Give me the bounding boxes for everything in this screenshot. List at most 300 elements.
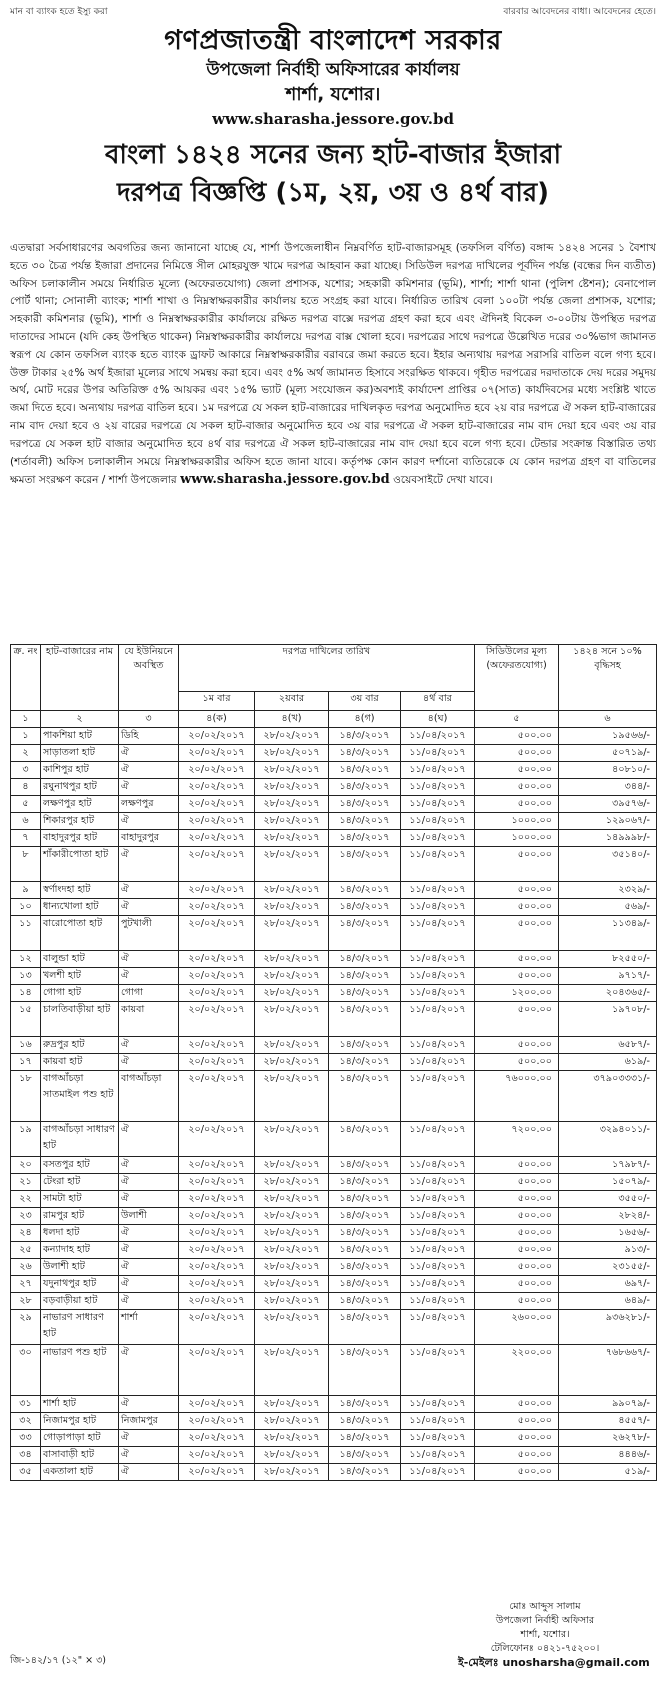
date-round-2-cell: ২৮/০২/২০১৭: [255, 1174, 329, 1191]
date-round-2-cell: ২৮/০২/২০১৭: [255, 1345, 329, 1396]
date-round-1-cell: ২০/০২/২০১৭: [179, 847, 255, 882]
union-cell: ঐ: [119, 847, 179, 882]
value-cell: ২৮২৪/-: [559, 1208, 657, 1225]
union-cell: বাগআঁচড়া: [119, 1071, 179, 1122]
header-round-2: ২য়বার: [255, 692, 329, 711]
schedule-price-cell: ৫০০.০০: [475, 847, 559, 882]
date-round-2-cell: ২৮/০২/২০১৭: [255, 985, 329, 1002]
schedule-price-cell: ৫০০.০০: [475, 796, 559, 813]
value-cell: ১৯৫৬৬/-: [559, 728, 657, 745]
market-name-cell: চালতিবাড়ীয়া হাট: [41, 1002, 119, 1037]
date-round-3-cell: ১৪/৩/২০১৭: [329, 1464, 401, 1481]
value-cell: ৪৪৪৬/-: [559, 1447, 657, 1464]
schedule-price-cell: ১০০০.০০: [475, 830, 559, 847]
market-name-cell: খলশী হাট: [41, 968, 119, 985]
date-round-3-cell: ১৪/৩/২০১৭: [329, 985, 401, 1002]
office-heading: উপজেলা নির্বাহী অফিসারের কার্যালয়: [206, 60, 460, 80]
index-cell: ২: [41, 711, 119, 728]
notice-body: [10, 240, 656, 490]
serial-cell: ২১: [11, 1174, 41, 1191]
date-round-4-cell: ১১/০৪/২০১৭: [401, 813, 475, 830]
value-cell: ৩৪৪/-: [559, 779, 657, 796]
date-round-4-cell: ১১/০৪/২০১৭: [401, 779, 475, 796]
table-row: [11, 1430, 657, 1447]
union-cell: ঐ: [119, 1259, 179, 1276]
date-round-2-cell: ২৮/০২/২০১৭: [255, 1310, 329, 1345]
serial-cell: ১৮: [11, 1071, 41, 1122]
date-round-3-cell: ১৪/৩/২০১৭: [329, 1396, 401, 1413]
date-round-2-cell: ২৮/০২/২০১৭: [255, 1259, 329, 1276]
value-cell: ৪০৮১০/-: [559, 762, 657, 779]
serial-cell: ২: [11, 745, 41, 762]
date-round-1-cell: ২০/০২/২০১৭: [179, 985, 255, 1002]
date-round-4-cell: ১১/০৪/২০১৭: [401, 1054, 475, 1071]
date-round-1-cell: ২০/০২/২০১৭: [179, 1293, 255, 1310]
schedule-price-cell: ৫০০.০০: [475, 899, 559, 916]
top-strip-right: বারবার আবেদনের বাধা। আবেদনের হেতে।: [503, 7, 656, 17]
date-round-1-cell: ২০/০২/২০১৭: [179, 779, 255, 796]
table-row: [11, 1310, 657, 1345]
header-market-name: হাট-বাজারের নাম: [41, 645, 119, 711]
date-round-1-cell: ২০/০২/২০১৭: [179, 1259, 255, 1276]
date-round-1-cell: ২০/০২/২০১৭: [179, 1447, 255, 1464]
date-round-4-cell: ১১/০৪/২০১৭: [401, 1310, 475, 1345]
union-cell: ঐ: [119, 779, 179, 796]
market-name-cell: নিজামপুর হাট: [41, 1413, 119, 1430]
table-row: [11, 796, 657, 813]
value-cell: ৫৬৯/-: [559, 899, 657, 916]
market-name-cell: বড়বাড়ীয়া হাট: [41, 1293, 119, 1310]
date-round-3-cell: ১৪/৩/২০১৭: [329, 968, 401, 985]
place-heading: শার্শা, যশোর।: [285, 84, 381, 105]
date-round-3-cell: ১৪/৩/২০১৭: [329, 1413, 401, 1430]
market-name-cell: নাভারণ সাধারণ হাট: [41, 1310, 119, 1345]
notice-header: [10, 24, 656, 212]
date-round-3-cell: ১৪/৩/২০১৭: [329, 1157, 401, 1174]
schedule-price-cell: ৫০০.০০: [475, 916, 559, 951]
date-round-3-cell: ১৪/৩/২০১৭: [329, 1208, 401, 1225]
date-round-3-cell: ১৪/৩/২০১৭: [329, 1002, 401, 1037]
schedule-price-cell: ৫০০.০০: [475, 1208, 559, 1225]
date-round-3-cell: ১৪/৩/২০১৭: [329, 1122, 401, 1157]
market-name-cell: বাগআঁচড়া সাধারণ হাট: [41, 1122, 119, 1157]
table-row: [11, 1259, 657, 1276]
union-cell: ঐ: [119, 745, 179, 762]
date-round-1-cell: ২০/০২/২০১৭: [179, 796, 255, 813]
value-cell: ১৫০৭৯/-: [559, 1174, 657, 1191]
table-row: [11, 1174, 657, 1191]
date-round-3-cell: ১৪/৩/২০১৭: [329, 813, 401, 830]
serial-cell: ৬: [11, 813, 41, 830]
table-row: [11, 1208, 657, 1225]
schedule-price-cell: ৫০০.০০: [475, 1157, 559, 1174]
value-cell: ৬১৯/-: [559, 1054, 657, 1071]
value-cell: ১৬৫৬/-: [559, 1225, 657, 1242]
table-row: [11, 1037, 657, 1054]
date-round-1-cell: ২০/০২/২০১৭: [179, 951, 255, 968]
serial-cell: ৩৪: [11, 1447, 41, 1464]
date-round-1-cell: ২০/০২/২০১৭: [179, 1157, 255, 1174]
schedule-price-cell: ৫০০.০০: [475, 1430, 559, 1447]
union-cell: ঐ: [119, 1464, 179, 1481]
signature-block: [440, 1600, 650, 1670]
table-row: [11, 1276, 657, 1293]
notice-body-url[interactable]: www.sharasha.jessore.gov.bd: [180, 472, 390, 488]
header-round-4: ৪র্থ বার: [401, 692, 475, 711]
table-row: [11, 1242, 657, 1259]
value-cell: ৫০৭১৯/-: [559, 745, 657, 762]
header-submission-dates: দরপত্র দাখিলের তারিখ: [179, 645, 475, 692]
publication-code: জি-১৪২/১৭ (১২" × ৩): [10, 1655, 107, 1666]
schedule-price-cell: ১০০০.০০: [475, 813, 559, 830]
market-name-cell: ধান্যখোলা হাট: [41, 899, 119, 916]
notice-title: [10, 136, 656, 212]
table-row: [11, 830, 657, 847]
market-name-cell: স্বর্ণাংদহা হাট: [41, 882, 119, 899]
date-round-4-cell: ১১/০৪/২০১৭: [401, 1208, 475, 1225]
schedule-price-cell: ৫০০.০০: [475, 728, 559, 745]
table-row: [11, 1464, 657, 1481]
union-cell: উলাশী: [119, 1208, 179, 1225]
table-row: [11, 1413, 657, 1430]
date-round-4-cell: ১১/০৪/২০১৭: [401, 1345, 475, 1396]
table-row: [11, 951, 657, 968]
schedule-price-cell: ৫০০.০০: [475, 1242, 559, 1259]
date-round-1-cell: ২০/০২/২০১৭: [179, 899, 255, 916]
schedule-price-cell: ৫০০.০০: [475, 968, 559, 985]
serial-cell: ৫: [11, 796, 41, 813]
serial-cell: ১৪: [11, 985, 41, 1002]
value-cell: ৯১৩/-: [559, 1242, 657, 1259]
table-row: [11, 1157, 657, 1174]
serial-cell: ৪: [11, 779, 41, 796]
schedule-price-cell: ৫০০.০০: [475, 1191, 559, 1208]
union-cell: ঐ: [119, 1054, 179, 1071]
schedule-price-cell: ৫০০.০০: [475, 1396, 559, 1413]
date-round-4-cell: ১১/০৪/২০১৭: [401, 1157, 475, 1174]
schedule-price-cell: ৫০০.০০: [475, 1447, 559, 1464]
value-cell: ২৩১৫৫/-: [559, 1259, 657, 1276]
market-name-cell: শার্শা হাট: [41, 1396, 119, 1413]
market-name-cell: বাসাবাড়ী হাট: [41, 1447, 119, 1464]
schedule-price-cell: ৫০০.০০: [475, 1002, 559, 1037]
market-name-cell: রুদ্রপুর হাট: [41, 1037, 119, 1054]
serial-cell: ১১: [11, 916, 41, 951]
index-cell: ৪(ক): [179, 711, 255, 728]
top-strip: [10, 4, 656, 18]
value-cell: ৮২৫৫০/-: [559, 951, 657, 968]
date-round-4-cell: ১১/০৪/২০১৭: [401, 847, 475, 882]
date-round-3-cell: ১৪/৩/২০১৭: [329, 1071, 401, 1122]
index-cell: ৪(খ): [255, 711, 329, 728]
date-round-1-cell: ২০/০২/২০১৭: [179, 1225, 255, 1242]
date-round-1-cell: ২০/০২/২০১৭: [179, 1345, 255, 1396]
date-round-4-cell: ১১/০৪/২০১৭: [401, 1037, 475, 1054]
date-round-2-cell: ২৮/০২/২০১৭: [255, 1225, 329, 1242]
date-round-1-cell: ২০/০২/২০১৭: [179, 1037, 255, 1054]
date-round-1-cell: ২০/০২/২০১৭: [179, 1396, 255, 1413]
union-cell: ঐ: [119, 1293, 179, 1310]
date-round-4-cell: ১১/০৪/২০১৭: [401, 1002, 475, 1037]
serial-cell: ১৯: [11, 1122, 41, 1157]
date-round-2-cell: ২৮/০২/২০১৭: [255, 1208, 329, 1225]
schedule-price-cell: ৫০০.০০: [475, 1054, 559, 1071]
date-round-2-cell: ২৮/০২/২০১৭: [255, 796, 329, 813]
serial-cell: ২৪: [11, 1225, 41, 1242]
date-round-3-cell: ১৪/৩/২০১৭: [329, 796, 401, 813]
date-round-3-cell: ১৪/৩/২০১৭: [329, 1242, 401, 1259]
date-round-2-cell: ২৮/০২/২০১৭: [255, 951, 329, 968]
date-round-3-cell: ১৪/৩/২০১৭: [329, 1191, 401, 1208]
date-round-1-cell: ২০/০২/২০১৭: [179, 728, 255, 745]
date-round-3-cell: ১৪/৩/২০১৭: [329, 1259, 401, 1276]
date-round-1-cell: ২০/০২/২০১৭: [179, 1071, 255, 1122]
union-cell: বাহাদুরপুর: [119, 830, 179, 847]
date-round-2-cell: ২৮/০২/২০১৭: [255, 1002, 329, 1037]
market-name-cell: কাশিপুর হাট: [41, 762, 119, 779]
union-cell: নিজামপুর: [119, 1413, 179, 1430]
date-round-3-cell: ১৪/৩/২০১৭: [329, 1054, 401, 1071]
header-value-1424: ১৪২৪ সনে ১০% বৃদ্ধিসহ: [559, 645, 657, 711]
header-round-3: ৩য় বার: [329, 692, 401, 711]
market-name-cell: গোগা হাট: [41, 985, 119, 1002]
date-round-1-cell: ২০/০২/২০১৭: [179, 1122, 255, 1157]
value-cell: ২৬২৭৮/-: [559, 1430, 657, 1447]
value-cell: ৯৭১৭/-: [559, 968, 657, 985]
market-name-cell: কন্যাদাহ হাট: [41, 1242, 119, 1259]
header-schedule-price: সিডিউলের মূল্য (অফেরতযোগ্য): [475, 645, 559, 711]
schedule-price-cell: ৫০০.০০: [475, 1037, 559, 1054]
market-name-cell: শিকারপুর হাট: [41, 813, 119, 830]
union-cell: ঐ: [119, 1174, 179, 1191]
union-cell: ঐ: [119, 1191, 179, 1208]
date-round-4-cell: ১১/০৪/২০১৭: [401, 951, 475, 968]
market-name-cell: রামপুর হাট: [41, 1208, 119, 1225]
schedule-price-cell: ২৬০০.০০: [475, 1310, 559, 1345]
date-round-1-cell: ২০/০২/২০১৭: [179, 916, 255, 951]
union-cell: ঐ: [119, 1157, 179, 1174]
date-round-3-cell: ১৪/৩/২০১৭: [329, 899, 401, 916]
date-round-3-cell: ১৪/৩/২০১৭: [329, 830, 401, 847]
table-row: [11, 1293, 657, 1310]
date-round-4-cell: ১১/০৪/২০১৭: [401, 1122, 475, 1157]
market-name-cell: লক্ষণপুর হাট: [41, 796, 119, 813]
signatory-phone: টেলিফোনঃ ০৪২১-৭৫২০০।: [490, 1643, 600, 1654]
serial-cell: ৩২: [11, 1413, 41, 1430]
date-round-1-cell: ২০/০২/২০১৭: [179, 882, 255, 899]
date-round-4-cell: ১১/০৪/২০১৭: [401, 1293, 475, 1310]
date-round-4-cell: ১১/০৪/২০১৭: [401, 1464, 475, 1481]
index-cell: ৬: [559, 711, 657, 728]
serial-cell: ৩৩: [11, 1430, 41, 1447]
header-union: যে ইউনিয়নে অবস্থিত: [119, 645, 179, 711]
union-cell: ঐ: [119, 1396, 179, 1413]
union-cell: পুটখালী: [119, 916, 179, 951]
union-cell: গোগা: [119, 985, 179, 1002]
union-cell: ঐ: [119, 1276, 179, 1293]
schedule-price-cell: ৫০০.০০: [475, 1293, 559, 1310]
table-row: [11, 899, 657, 916]
date-round-3-cell: ১৪/৩/২০১৭: [329, 1447, 401, 1464]
market-name-cell: পাকশিয়া হাট: [41, 728, 119, 745]
date-round-4-cell: ১১/০৪/২০১৭: [401, 1071, 475, 1122]
date-round-2-cell: ২৮/০২/২০১৭: [255, 1430, 329, 1447]
website-url[interactable]: www.sharasha.jessore.gov.bd: [212, 110, 454, 128]
signatory-email[interactable]: ই-মেইলঃ unosharsha@gmail.com: [458, 1656, 650, 1669]
notice-title-line1: বাংলা ১৪২৪ সনের জন্য হাট-বাজার ইজারা: [104, 140, 562, 170]
header-round-1: ১ম বার: [179, 692, 255, 711]
serial-cell: ১: [11, 728, 41, 745]
schedule-price-cell: ৫০০.০০: [475, 1413, 559, 1430]
date-round-1-cell: ২০/০২/২০১৭: [179, 1464, 255, 1481]
serial-cell: ৮: [11, 847, 41, 882]
value-cell: ৪৫৫৭/-: [559, 1413, 657, 1430]
notice-body-text: এতদ্বারা সর্বসাধারণের অবগতির জন্য জানানো যাচ্ছে যে, শার্শা উপজেলাধীন নিম্নবর্ণিত হাট-বাজারসমূহ (তফসিল বর্ণিত) বঙ্গাব্দ ১৪২৪ সনের ১ বৈশাখ হতে ৩০ চৈত্র পর্যন্ত ইজারা প্রদানের নিমিত্তে সীল মোহরযুক্ত খামে দরপত্র আহবান করা যাচ্ছে। সিডিউল দরপত্র দাখিলের পূর্বদিন পর্যন্ত (বন্ধের দিন ব্যতীত) অফিস চলাকালীন সময়ে নির্ধারিত মূল্যে (অফেরতযোগ্য) জেলা প্রশাসক, যশোর; সহকারী কমিশনার (ভূমি), শার্শা; শার্শা থানা (পুলিশ ষ্টেশন); বেনাপোল পোর্ট থানা; সোনালী ব্যাংক; শার্শা শাখা ও নিম্নস্বাক্ষরকারীর কার্যালয় হতে সংগ্রহ করা যাবে। নির্ধারিত তারিখ বেলা ১০০টা পর্যন্ত জেলা প্রশাসক, যশোর; সহকারী কমিশনার (ভূমি), শার্শা ও নিম্নস্বাক্ষরকারীর কার্যালয়ে রক্ষিত দরপত্র বাক্সে দরপত্র গ্রহণ করা হবে এবং ঐদিনই বিকেল ৩-০০টায় উপস্থিত দরপত্র দাতাদের সামনে (যদি কেহ উপস্থিত থাকেন) নিম্নস্বাক্ষরকারীর কার্যালয়ে দরপত্র বাক্স খোলা হবে। দরপত্রের সাথে দরপত্রে উল্লেখিত দরের ৩০%ভাগ জামানত স্বরূপ যে কোন তফসিল ব্যাংক হতে ব্যাংক ড্রাফট আকারে নিম্নস্বাক্ষরকারীর বরাবরে জমা করতে হবে। ইহার অন্যথায় দরপত্র সরাসরি বাতিল বলে গণ্য হবে। উক্ত টাকার ২৫% অর্থ ইজারা মূল্যের সাথে সমন্বয় করা হবে। এবং ৫% অর্থ জামানত হিসাবে সংরক্ষিত থাকবে। গৃহীত দরপত্রের দরদাতাকে দেয় দরের সমুদয় অর্থ, মোট দরের উপর অতিরিক্ত ৫% আয়কর এবং ১৫% ভ্যাট (মূল্য সংযোজন কর)অবশ্যই কার্যাদেশ প্রাপ্তির ০৭(সাত) কার্যদিবসের মধ্যে সংশ্লিষ্ট খাতে জমা দিতে হবে। অন্যথায় দরপত্র বাতিল হবে। ১ম দরপত্রে যে সকল হাট-বাজারের দাখিলকৃত দরপত্র অনুমোদিত হবে ২য় বার দরপত্রে ঐ সকল হাট-বাজারের নাম বাদ দেয়া হবে ও ২য় বারের দরপত্রে যে সকল হাট-বাজার অনুমোদিত হবে ৩য় বার দরপত্রে ঐ সকল হাট-বাজারের নাম বাদ দেয়া হবে এবং ৩য় বার দরপত্রে যে সকল হাট বাজার অনুমোদিত হবে ৪র্থ বার দরপত্রে ঐ সকল হাট-বাজারের নাম বাদ দেয়া হবে বলে গণ্য হবে। টেন্ডার সংক্রান্ত বিস্তারিত তথ্য (শর্তাবলী) অফিস চলাকালীন সময়ে নিম্নস্বাক্ষরকারীর অফিস হতে জানা যাবে। কর্তৃপক্ষ কোন কারণ দর্শানো ব্যতিরেকে যে কোন দরপত্র গ্রহণ বা বাতিলের ক্ষমতা সংরক্ষণ করেন / শার্শা উপজেলার: [10, 242, 656, 487]
date-round-4-cell: ১১/০৪/২০১৭: [401, 968, 475, 985]
value-cell: ৩৫৫০/-: [559, 1191, 657, 1208]
date-round-4-cell: ১১/০৪/২০১৭: [401, 1242, 475, 1259]
value-cell: ২০৪৩৬৫/-: [559, 985, 657, 1002]
schedule-price-cell: ৫০০.০০: [475, 1259, 559, 1276]
date-round-1-cell: ২০/০২/২০১৭: [179, 1242, 255, 1259]
serial-cell: ৯: [11, 882, 41, 899]
schedule-price-cell: ৭২০০.০০: [475, 1122, 559, 1157]
date-round-2-cell: ২৮/০২/২০১৭: [255, 968, 329, 985]
value-cell: ৩৫১৪০/-: [559, 847, 657, 882]
table-row: [11, 1447, 657, 1464]
date-round-4-cell: ১১/০৪/২০১৭: [401, 796, 475, 813]
serial-cell: ২৮: [11, 1293, 41, 1310]
index-cell: ৩: [119, 711, 179, 728]
date-round-3-cell: ১৪/৩/২০১৭: [329, 745, 401, 762]
index-cell: ৪(ঘ): [401, 711, 475, 728]
date-round-2-cell: ২৮/০২/২০১৭: [255, 882, 329, 899]
union-cell: ঐ: [119, 1447, 179, 1464]
date-round-3-cell: ১৪/৩/২০১৭: [329, 1310, 401, 1345]
date-round-2-cell: ২৮/০২/২০১৭: [255, 1037, 329, 1054]
date-round-4-cell: ১১/০৪/২০১৭: [401, 728, 475, 745]
union-cell: কায়বা: [119, 1002, 179, 1037]
date-round-4-cell: ১১/০৪/২০১৭: [401, 1396, 475, 1413]
table-row: [11, 1002, 657, 1037]
value-cell: ৩৯৫৭৬/-: [559, 796, 657, 813]
union-cell: ঐ: [119, 1345, 179, 1396]
table-row: [11, 916, 657, 951]
market-name-cell: একতালা হাট: [41, 1464, 119, 1481]
date-round-2-cell: ২৮/০২/২০১৭: [255, 1054, 329, 1071]
date-round-2-cell: ২৮/০২/২০১৭: [255, 745, 329, 762]
date-round-4-cell: ১১/০৪/২০১৭: [401, 882, 475, 899]
market-name-cell: শাঁকারীপোতা হাট: [41, 847, 119, 882]
table-row: [11, 745, 657, 762]
serial-cell: ৩১: [11, 1396, 41, 1413]
table-row: [11, 1054, 657, 1071]
date-round-4-cell: ১১/০৪/২০১৭: [401, 916, 475, 951]
date-round-1-cell: ২০/০২/২০১৭: [179, 1413, 255, 1430]
union-cell: ঐ: [119, 1122, 179, 1157]
value-cell: ৩৭৯০৩৩৩১/-: [559, 1071, 657, 1122]
date-round-2-cell: ২৮/০২/২০১৭: [255, 916, 329, 951]
date-round-4-cell: ১১/০৪/২০১৭: [401, 1225, 475, 1242]
market-name-cell: টেংরা হাট: [41, 1174, 119, 1191]
date-round-3-cell: ১৪/৩/২০১৭: [329, 1276, 401, 1293]
union-cell: ঐ: [119, 1242, 179, 1259]
serial-cell: ২২: [11, 1191, 41, 1208]
schedule-price-cell: ৫০০.০০: [475, 1174, 559, 1191]
date-round-2-cell: ২৮/০২/২০১৭: [255, 813, 329, 830]
date-round-2-cell: ২৮/০২/২০১৭: [255, 1242, 329, 1259]
date-round-3-cell: ১৪/৩/২০১৭: [329, 1293, 401, 1310]
signatory-name: মোঃ আব্দুস সালাম: [509, 1601, 581, 1612]
date-round-2-cell: ২৮/০২/২০১৭: [255, 1157, 329, 1174]
market-name-cell: বাগআঁচড়া সাতমাইল পশু হাট: [41, 1071, 119, 1122]
market-name-cell: রঘুনাথপুর হাট: [41, 779, 119, 796]
date-round-1-cell: ২০/০২/২০১৭: [179, 968, 255, 985]
notice-page: [10, 4, 656, 1683]
union-cell: ডিহি: [119, 728, 179, 745]
date-round-4-cell: ১১/০৪/২০১৭: [401, 1276, 475, 1293]
market-name-cell: বাহাদুরপুর হাট: [41, 830, 119, 847]
date-round-1-cell: ২০/০২/২০১৭: [179, 1002, 255, 1037]
date-round-2-cell: ২৮/০২/২০১৭: [255, 1191, 329, 1208]
serial-cell: ১৫: [11, 1002, 41, 1037]
table-index-row: [11, 711, 657, 728]
date-round-2-cell: ২৮/০২/২০১৭: [255, 1396, 329, 1413]
table-row: [11, 1225, 657, 1242]
value-cell: ১৯৭০৮/-: [559, 1002, 657, 1037]
date-round-3-cell: ১৪/৩/২০১৭: [329, 1037, 401, 1054]
date-round-3-cell: ১৪/৩/২০১৭: [329, 882, 401, 899]
date-round-4-cell: ১১/০৪/২০১৭: [401, 1191, 475, 1208]
union-cell: ঐ: [119, 951, 179, 968]
date-round-2-cell: ২৮/০২/২০১৭: [255, 830, 329, 847]
serial-cell: ২০: [11, 1157, 41, 1174]
serial-cell: ৩৫: [11, 1464, 41, 1481]
date-round-1-cell: ২০/০২/২০১৭: [179, 830, 255, 847]
value-cell: ৯৯০৭৯/-: [559, 1396, 657, 1413]
market-name-cell: সাড়াতলা হাট: [41, 745, 119, 762]
value-cell: ১১৩৪৯/-: [559, 916, 657, 951]
market-name-cell: ধলদা হাট: [41, 1225, 119, 1242]
serial-cell: ৩: [11, 762, 41, 779]
date-round-1-cell: ২০/০২/২০১৭: [179, 1430, 255, 1447]
serial-cell: ৭: [11, 830, 41, 847]
tender-table: [10, 644, 657, 1481]
table-row: [11, 847, 657, 882]
date-round-2-cell: ২৮/০২/২০১৭: [255, 847, 329, 882]
date-round-2-cell: ২৮/০২/২০১৭: [255, 1293, 329, 1310]
union-cell: ঐ: [119, 1037, 179, 1054]
date-round-4-cell: ১১/০৪/২০১৭: [401, 1259, 475, 1276]
value-cell: ১২৯০৬৭/-: [559, 813, 657, 830]
date-round-1-cell: ২০/০২/২০১৭: [179, 1174, 255, 1191]
date-round-2-cell: ২৮/০২/২০১৭: [255, 1464, 329, 1481]
value-cell: ৯৩৬২৮১/-: [559, 1310, 657, 1345]
serial-cell: ১৩: [11, 968, 41, 985]
value-cell: ১৭৯৮৭/-: [559, 1157, 657, 1174]
date-round-2-cell: ২৮/০২/২০১৭: [255, 899, 329, 916]
date-round-4-cell: ১১/০৪/২০১৭: [401, 762, 475, 779]
value-cell: ৬৯৭/-: [559, 1276, 657, 1293]
date-round-2-cell: ২৮/০২/২০১৭: [255, 762, 329, 779]
date-round-1-cell: ২০/০২/২০১৭: [179, 813, 255, 830]
value-cell: ৫১৯/-: [559, 1464, 657, 1481]
schedule-price-cell: ৫০০.০০: [475, 1225, 559, 1242]
table-row: [11, 1071, 657, 1122]
table-row: [11, 882, 657, 899]
date-round-3-cell: ১৪/৩/২০১৭: [329, 1430, 401, 1447]
market-name-cell: বসতপুর হাট: [41, 1157, 119, 1174]
